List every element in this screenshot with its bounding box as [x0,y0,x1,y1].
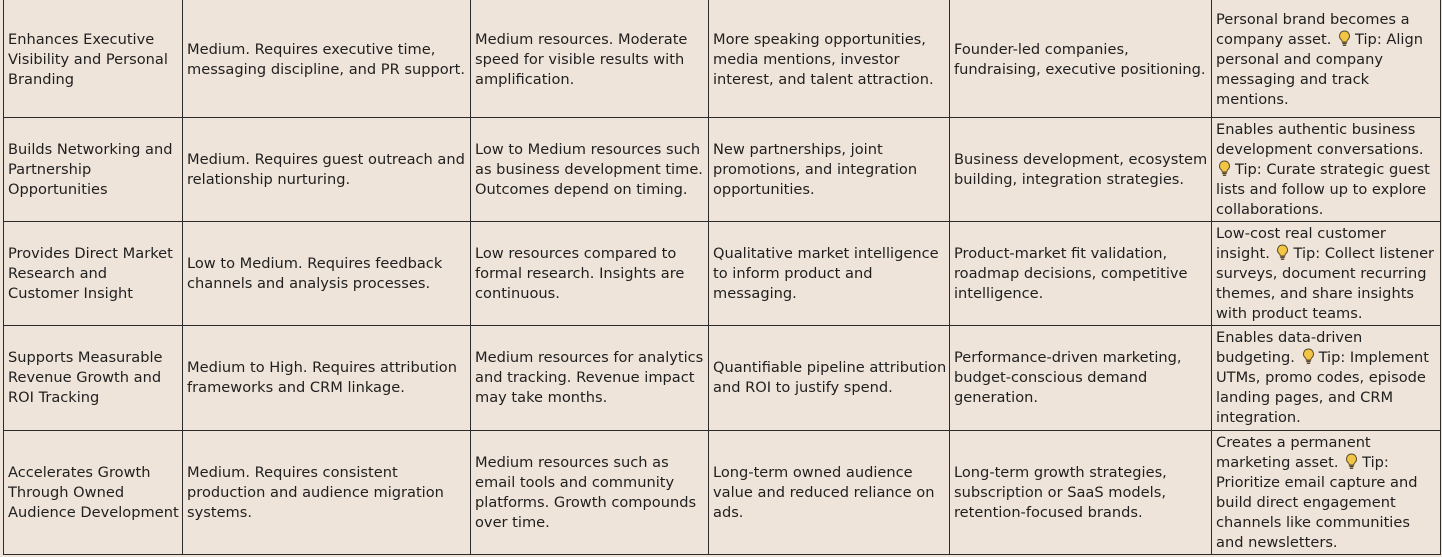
benefit-cell: Builds Networking and Partnership Opportunities [4,118,183,222]
lightbulb-icon [1345,453,1358,470]
note-text: Enables authentic business development conversations. [1216,120,1424,158]
resources-cell: Low resources compared to formal research. Insights are continuous. [471,222,709,326]
notes-cell [1212,118,1441,222]
benefit-cell: Accelerates Growth Through Owned Audience Development [4,431,183,555]
benefit-cell: Enhances Executive Visibility and Personal Branding [4,0,183,118]
note-text: Low-cost real customer insight. [1216,224,1386,262]
tip-text: Tip: Align personal and company messaging and track mentions. [1216,31,1423,108]
tip-text: Tip: Curate strategic guest lists and follow up to explore collaborations. [1216,160,1430,218]
best-for-cell: Performance-driven marketing, budget-conscious demand generation. [950,326,1212,431]
table-row [4,222,1441,326]
effort-cell: Medium. Requires consistent production and audience migration systems. [183,431,471,555]
best-for-cell: Founder-led companies, fundraising, executive positioning. [950,0,1212,118]
benefit-cell: Supports Measurable Revenue Growth and ROI Tracking [4,326,183,431]
outcome-cell: Long-term owned audience value and reduced reliance on ads. [709,431,950,555]
best-for-cell: Long-term growth strategies, subscription or SaaS models, retention-focused brands. [950,431,1212,555]
tip-text: Tip: Prioritize email capture and build direct engagement channels like communities and newsletters. [1216,453,1418,551]
effort-cell: Medium. Requires guest outreach and relationship nurturing. [183,118,471,222]
notes-cell [1212,431,1441,555]
notes-cell [1212,326,1441,431]
lightbulb-icon [1218,160,1231,177]
table-row [4,326,1441,431]
note-text: Enables data-driven budgeting. [1216,329,1363,366]
resources-cell: Medium resources such as email tools and community platforms. Growth compounds over time. [471,431,709,555]
lightbulb-icon [1302,348,1315,365]
tip-text: Tip: Implement UTMs, promo codes, episode landing pages, and CRM integration. [1216,349,1429,426]
notes-cell [1212,222,1441,326]
outcome-cell: Qualitative market intelligence to inform product and messaging. [709,222,950,326]
note-text: Creates a permanent marketing asset. [1216,433,1371,471]
resources-cell: Medium resources. Moderate speed for visible results with amplification. [471,0,709,118]
outcome-cell: New partnerships, joint promotions, and integration opportunities. [709,118,950,222]
table-row [4,431,1441,555]
note-text: Personal brand becomes a company asset. [1216,11,1410,48]
table-body [4,0,1441,555]
benefit-cell: Provides Direct Market Research and Customer Insight [4,222,183,326]
resources-cell: Low to Medium resources such as business development time. Outcomes depend on timing. [471,118,709,222]
best-for-cell: Business development, ecosystem building, integration strategies. [950,118,1212,222]
notes-cell [1212,0,1441,118]
lightbulb-icon [1276,244,1289,261]
lightbulb-icon [1338,30,1351,47]
effort-cell: Medium to High. Requires attribution frameworks and CRM linkage. [183,326,471,431]
benefits-table [3,0,1441,555]
table-row [4,0,1441,118]
outcome-cell: More speaking opportunities, media mentions, investor interest, and talent attraction. [709,0,950,118]
best-for-cell: Product-market fit validation, roadmap decisions, competitive intelligence. [950,222,1212,326]
table-row [4,118,1441,222]
tip-text: Tip: Collect listener surveys, document recurring themes, and share insights with product teams. [1216,244,1435,322]
resources-cell: Medium resources for analytics and tracking. Revenue impact may take months. [471,326,709,431]
effort-cell: Medium. Requires executive time, messaging discipline, and PR support. [183,0,471,118]
outcome-cell: Quantifiable pipeline attribution and ROI to justify spend. [709,326,950,431]
effort-cell: Low to Medium. Requires feedback channels and analysis processes. [183,222,471,326]
